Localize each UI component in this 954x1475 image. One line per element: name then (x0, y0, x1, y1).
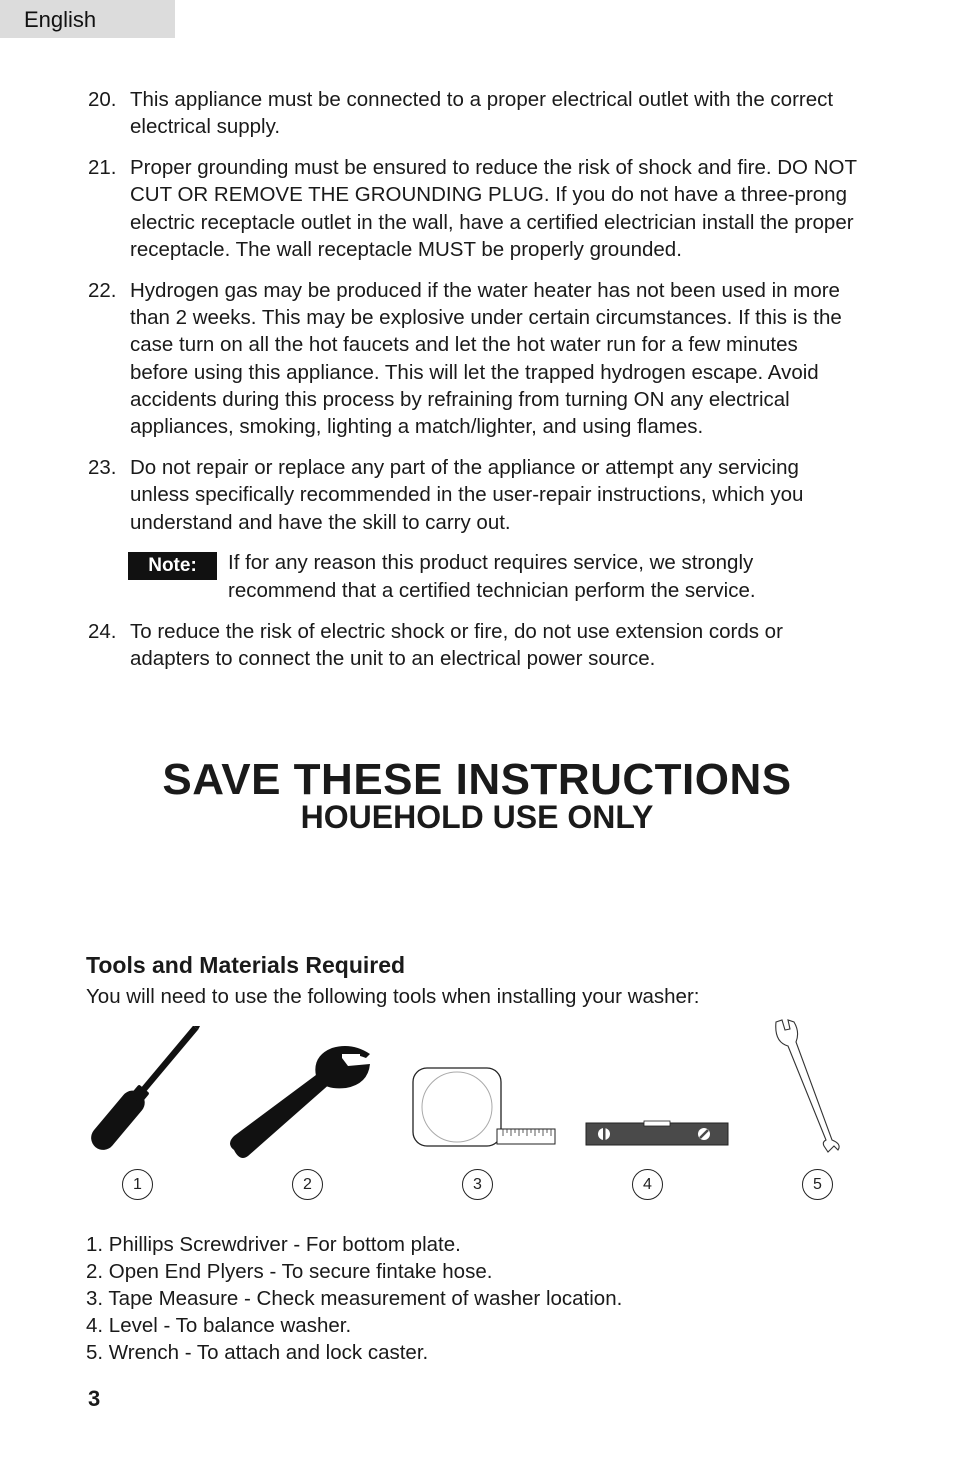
tape-measure-icon (411, 1066, 559, 1148)
item-number: 20. (88, 88, 117, 111)
page-number: 3 (88, 1386, 101, 1411)
item-text: To reduce the risk of electric shock or fire, do not use extension cords or adapters to connect the unit to an electrical power source. (130, 619, 783, 670)
level-icon (584, 1118, 730, 1148)
tool-number-1: 1 (122, 1169, 153, 1200)
open-end-wrench-icon (766, 1016, 846, 1158)
note-text: If for any reason this product requires service, we strongly recommend that a certified technician perform the service. (228, 551, 756, 602)
wrench-icon (228, 1044, 376, 1164)
instruction-item-22 (88, 277, 858, 441)
item-number: 22. (88, 278, 117, 302)
item-text: This appliance must be connected to a proper electrical outlet with the correct electrical supply. (130, 88, 834, 139)
tool-list-item: 1. Phillips Screwdriver - For bottom plate. (86, 1233, 461, 1256)
tool-number-4: 4 (632, 1169, 663, 1200)
item-text: Hydrogen gas may be produced if the water heater has not been used in more than 2 weeks. This may be explosive under certain circumstances. If this is the case turn on all the hot faucets and let the hot water run for a few minutes before using this appliance. This will let the trapped hydrogen escape. Avoid accidents during this process by refraining from turning ON any electrical appliances, smoking, lighting a match/lighter, and using flames. (130, 278, 842, 439)
item-number: 24. (88, 619, 117, 643)
safety-instructions-list (88, 86, 858, 686)
tool-number-3: 3 (462, 1169, 493, 1200)
screwdriver-icon (84, 1026, 206, 1158)
instruction-item-20 (88, 86, 858, 141)
tool-list-item: 4. Level - To balance washer. (86, 1314, 352, 1337)
instruction-item-23 (88, 454, 858, 536)
tool-list-item: 3. Tape Measure - Check measurement of washer location. (86, 1287, 623, 1310)
save-instructions-title: SAVE THESE INSTRUCTIONS (162, 755, 792, 804)
instruction-item-24 (88, 618, 858, 673)
instruction-item-21 (88, 154, 858, 263)
item-text: Proper grounding must be ensured to reduce the risk of shock and fire. DO NOT CUT OR REMOVE THE GROUNDING PLUG. If you do not have a three-prong electric receptacle outlet in the wall, have a certified electrician install the proper receptacle. The wall receptacle MUST be properly grounded. (130, 156, 857, 261)
tool-list-item: 5. Wrench - To attach and lock caster. (86, 1341, 429, 1364)
tool-list (86, 1231, 622, 1366)
tools-heading: Tools and Materials Required (86, 952, 406, 978)
tools-intro: You will need to use the following tools when installing your washer: (86, 985, 700, 1008)
item-number: 23. (88, 456, 117, 480)
item-number: 21. (88, 156, 117, 180)
household-use-title: HOUEHOLD USE ONLY (300, 799, 654, 835)
tool-list-item: 2. Open End Plyers - To secure fintake hose. (86, 1260, 493, 1283)
note-block (128, 549, 858, 604)
language-tab: English (0, 0, 175, 38)
tool-number-5: 5 (802, 1169, 833, 1200)
note-label: Note: (128, 552, 217, 580)
tool-number-2: 2 (292, 1169, 323, 1200)
item-text: Do not repair or replace any part of the appliance or attempt any servicing unless specifically recommended in the user-repair instructions, which you understand and have the skill to carry out. (130, 456, 804, 534)
